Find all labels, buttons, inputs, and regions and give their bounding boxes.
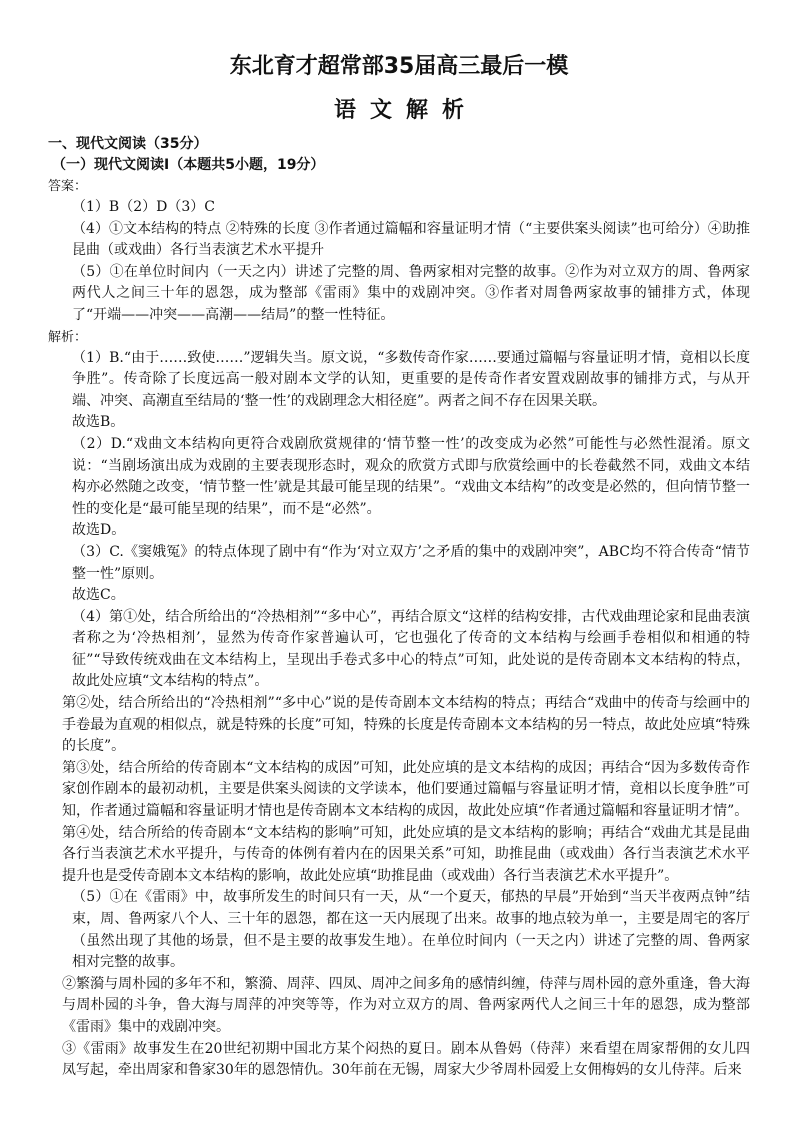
analysis-paragraph: （4）第①处，结合所给出的“冷热相剂”“多中心”，再结合原文“这样的结构安排，古代戏曲理论家和昆曲表演者称之为‘冷热相剂’，显然为传奇作家普遍认可，它也强化了传奇的文本结构与绘画手卷相似和相通的特征”“导致传统戏曲在文本结构上，呈现出手卷式多中心的特点”可知，此处说的是传奇剧本文本结构的特点，故此处应填“文本结构的特点”。 [72, 608, 750, 690]
analysis-paragraph: （2）D.“戏曲文本结构向更符合戏剧欣赏规律的‘情节整一性’的改变成为必然”可能性与必然性混淆。原文说：“当剧场演出成为戏剧的主要表现形态时，观众的欣赏方式即与欣赏绘画中的长卷截然不同，戏曲文本结构亦必然随之改变，‘情节整一性’就是其最可能呈现的结果”。“戏曲文本结构”的改变是必然的，但向情节整一性的变化是“最可能呈现的结果”，而不是“必然”。 [72, 435, 750, 517]
analysis-choice: 故选D。 [72, 522, 126, 539]
analysis-label: 解析： [48, 329, 88, 345]
exam-subtitle: 语文解析 [333, 98, 478, 123]
analysis-paragraph: （3）C.《窦娥冤》的特点体现了剧中有“作为‘对立双方’之矛盾的集中的戏剧冲突”，ABC均不符合传奇“情节整一性”原则。 [72, 543, 750, 582]
answer-line: （4）①文本结构的特点 ②特殊的长度 ③作者通过篇幅和容量证明才情（“主要供案头阅读”也可给分）④助推昆曲（或戏曲）各行当表演艺术水平提升 [72, 220, 750, 259]
analysis-paragraph: 第③处，结合所给的传奇剧本“文本结构的成因”可知，此处应填的是文本结构的成因；再结合“因为多数传奇作家创作剧本的最初动机，主要是供案头阅读的文学读本，他们要通过篇幅与容量证明才情，竟相以长度争胜”可知，作者通过篇幅和容量证明才情也是传奇剧本文本结构的成因，故此处应填“作者通过篇幅和容量证明才情”。 [62, 759, 750, 820]
analysis-paragraph: （5）①在《雷雨》中，故事所发生的时间只有一天，从“一个夏天，郁热的早晨”开始到“当天半夜两点钟”结束，周、鲁两家八个人、三十年的恩怨，都在这一天内展现了出来。故事的地点较为单一，主要是周宅的客厅（虽然出现了其他的场景，但不是主要的故事发生地）。在单位时间内（一天之内）讲述了完整的周、鲁两家相对完整的故事。 [72, 889, 750, 971]
analysis-paragraph: ③《雷雨》故事发生在20世纪初期中国北方某个闷热的夏日。剧本从鲁妈（侍萍）来看望在周家帮佣的女儿四凤写起，牵出周家和鲁家30年的恩怨情仇。30年前在无锡，周家大少爷周朴园爱上女佣梅妈的女儿侍萍。后来 [62, 1040, 750, 1079]
answer-line: （5）①在单位时间内（一天之内）讲述了完整的周、鲁两家相对完整的故事。②作为对立双方的周、鲁两家两代人之间三十年的恩怨，成为整部《雷雨》集中的戏剧冲突。③作者对周鲁两家故事的铺排方式，体现了“开端——冲突——高潮——结局”的整一性特征。 [72, 263, 750, 323]
section-heading: 一、现代文阅读（35分） [48, 136, 208, 152]
analysis-choice: 故选C。 [72, 587, 125, 604]
analysis-choice: 故选B。 [72, 414, 125, 431]
section-subheading: （一）现代文阅读Ⅰ（本题共5小题，19分） [52, 157, 325, 173]
exam-title: 东北育才超常部35届高三最后一模 [229, 54, 569, 79]
analysis-paragraph: ②繁漪与周朴园的多年不和，繁漪、周萍、四凤、周冲之间多角的感情纠缠，侍萍与周朴园的意外重逢，鲁大海与周朴园的斗争，鲁大海与周萍的冲突等等，作为对立双方的周、鲁两家两代人之间三十年的恩怨，成为整部《雷雨》集中的戏剧冲突。 [62, 975, 750, 1035]
answer-line: （1）B（2）D（3）C [72, 199, 215, 215]
analysis-paragraph: （1）B.“由于……致使……”逻辑失当。原文说，“多数传奇作家……要通过篇幅与容量证明才情，竟相以长度争胜”。传奇除了长度远高一般对剧本文学的认知，更重要的是传奇作者安置戏剧故事的铺排方式，与从开端、冲突、高潮直至结局的‘整一性’的戏剧理念大相径庭”。两者之间不存在因果关联。 [72, 349, 750, 409]
analysis-paragraph: 第②处，结合所给出的“冷热相剂”“多中心”说的是传奇剧本文本结构的特点；再结合“戏曲中的传奇与绘画中的手卷最为直观的相似点，就是特殊的长度”可知，特殊的长度是传奇剧本文本结构的另一特点，故此处应填“特殊的长度”。 [62, 695, 750, 755]
analysis-paragraph: 第④处，结合所给的传奇剧本“文本结构的影响”可知，此处应填的是文本结构的影响；再结合“戏曲尤其是昆曲各行当表演艺术水平提升，与传奇的体例有着内在的因果关系”可知，助推昆曲（或戏曲）各行当表演艺术水平提升也是受传奇剧本文本结构的影响，故此处应填“助推昆曲（或戏曲）各行当表演艺术水平提升”。 [62, 824, 750, 884]
answer-label: 答案： [48, 179, 88, 194]
